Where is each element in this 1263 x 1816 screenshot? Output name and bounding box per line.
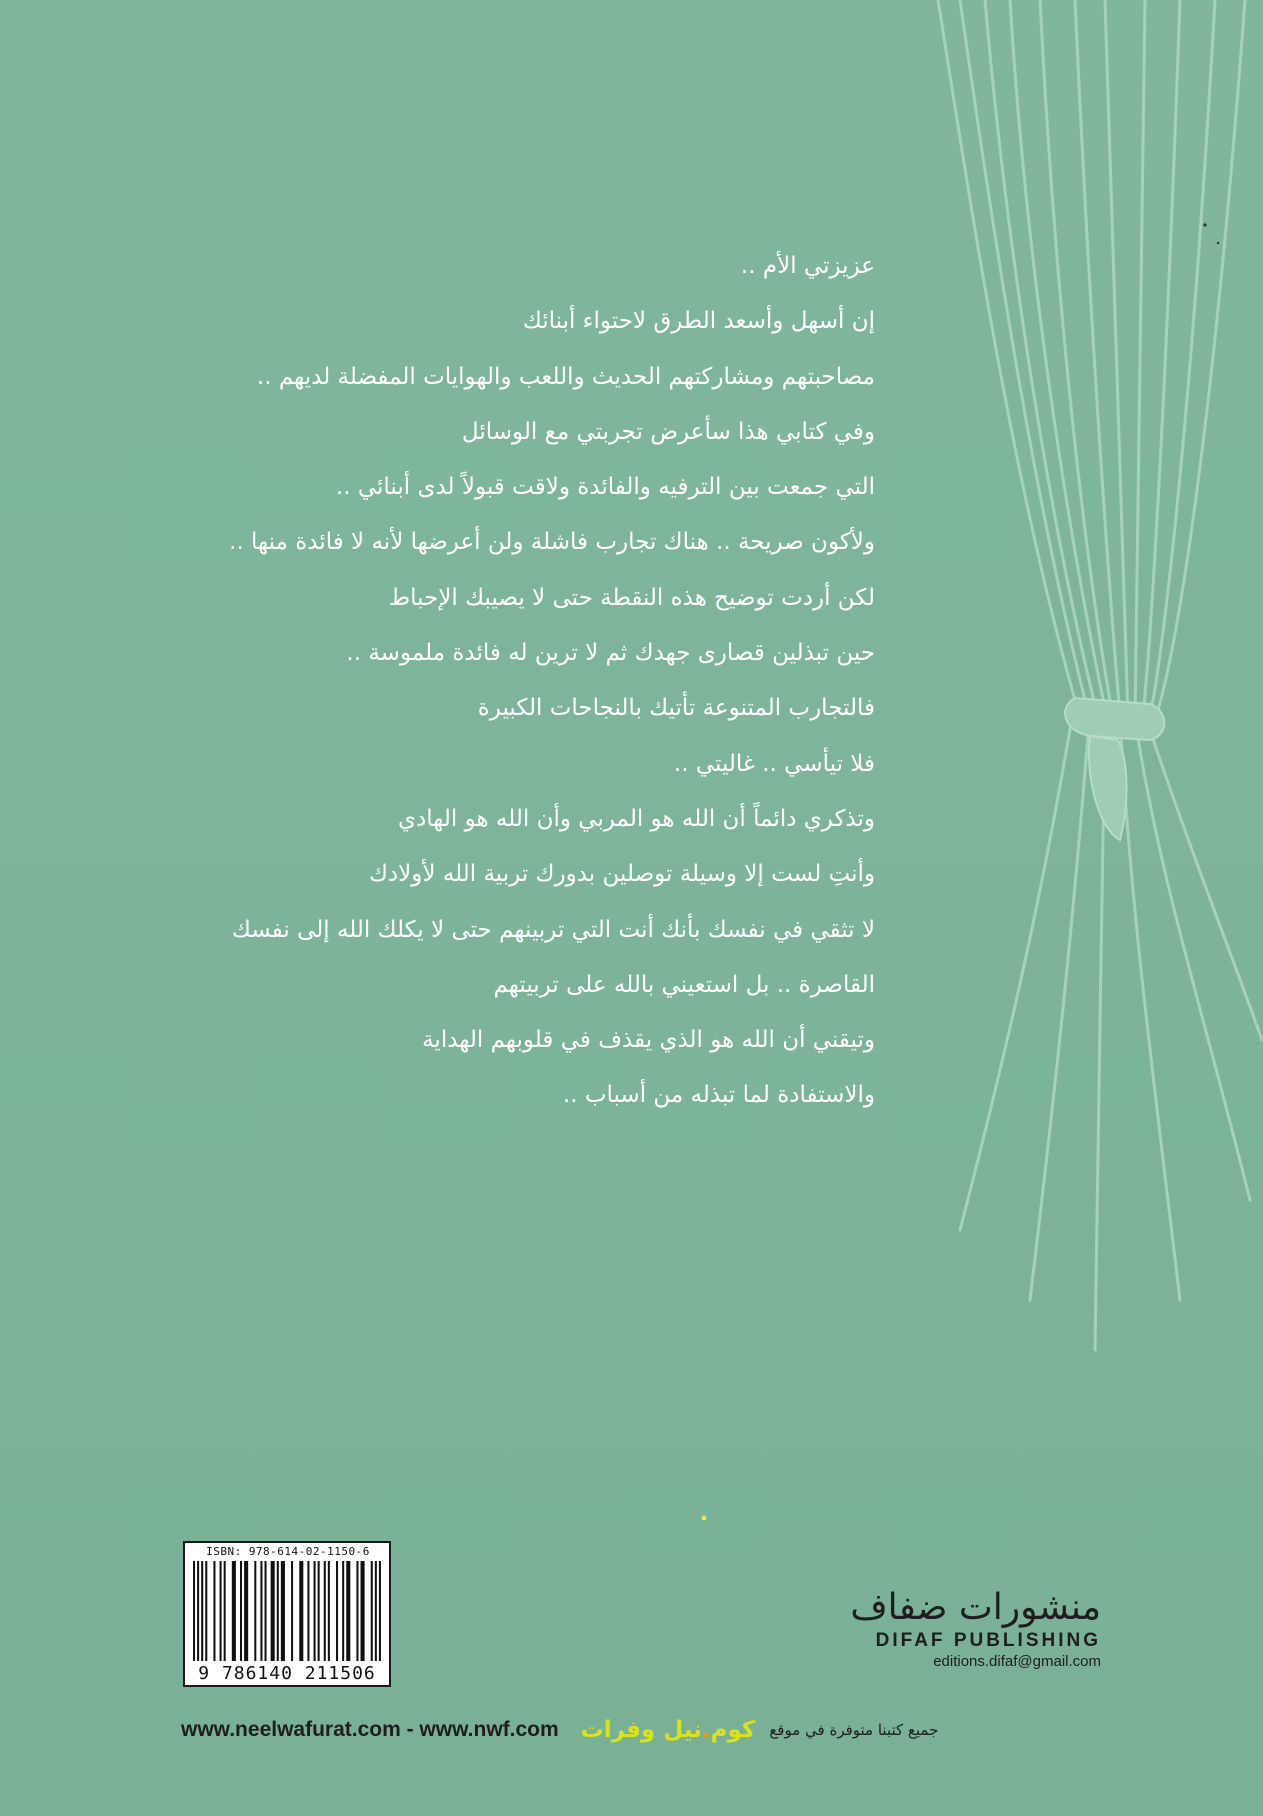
footer-brand-logo: [581, 1717, 756, 1743]
text-line: وأنتِ لست إلا وسيلة توصلين بدورك تربية الله لأولادك: [368, 861, 875, 888]
text-line: إن أسهل وأسعد الطرق لاحتواء أبنائك: [522, 308, 875, 335]
text-line: فالتجارب المتنوعة تأتيك بالنجاحات الكبيرة: [477, 695, 875, 722]
text-line: التي جمعت بين الترفيه والفائدة ولاقت قبولاً لدى أبنائي ..: [335, 474, 875, 501]
text-line: والاستفادة لما تبذله من أسباب ..: [562, 1082, 875, 1109]
barcode-bars: [191, 1561, 385, 1663]
text-line: حين تبذلين قصارى جهدك ثم لا ترين له فائدة ملموسة ..: [346, 640, 875, 667]
text-line: ولأكون صريحة .. هناك تجارب فاشلة ولن أعرضها لأنه لا فائدة منها ..: [229, 529, 875, 556]
text-line: وفي كتابي هذا سأعرض تجربتي مع الوسائل: [461, 418, 875, 445]
brand-dot: .: [701, 1717, 711, 1743]
footer-bar: [181, 1710, 1101, 1750]
brand-main: نيل وفرات: [580, 1717, 702, 1743]
text-line: عزيزتي الأم ..: [740, 253, 875, 279]
publisher-email: editions.difaf@gmail.com: [933, 1653, 1101, 1670]
footer-availability-note: جميع كتبنا متوفرة في موقع: [769, 1721, 939, 1739]
text-line: فلا تيأسي .. غاليتي ..: [673, 750, 875, 777]
barcode-digits: 9 786140 211506: [198, 1663, 376, 1684]
isbn-barcode: [183, 1541, 391, 1687]
brand-suffix: كوم: [710, 1717, 756, 1743]
text-line: مصاحبتهم ومشاركتهم الحديث واللعب والهوايات المفضلة لديهم ..: [256, 363, 875, 390]
text-line: وتيقني أن الله هو الذي يقذف في قلوبهم الهداية: [422, 1027, 875, 1054]
back-cover-text: [130, 252, 875, 1137]
text-line: وتذكري دائماً أن الله هو المربي وأن الله هو الهادي: [398, 805, 875, 832]
isbn-label: ISBN: 978-614-02-1150-6: [206, 1545, 370, 1558]
publisher-logo: [821, 1588, 1101, 1672]
text-line: لكن أردت توضيح هذه النقطة حتى لا يصيبك الإحباط: [388, 584, 875, 611]
text-line: القاصرة .. بل استعيني بالله على تربيتهم: [493, 971, 875, 998]
publisher-name-english: DIFAF PUBLISHING: [875, 1630, 1101, 1651]
footer-websites: www.neelwafurat.com - www.nwf.com: [181, 1718, 559, 1741]
publisher-name-arabic: منشورات ضفاف: [850, 1587, 1101, 1628]
text-line: لا تثقي في نفسك بأنك أنت التي تربينهم حتى لا يكلك الله إلى نفسك: [231, 916, 875, 943]
